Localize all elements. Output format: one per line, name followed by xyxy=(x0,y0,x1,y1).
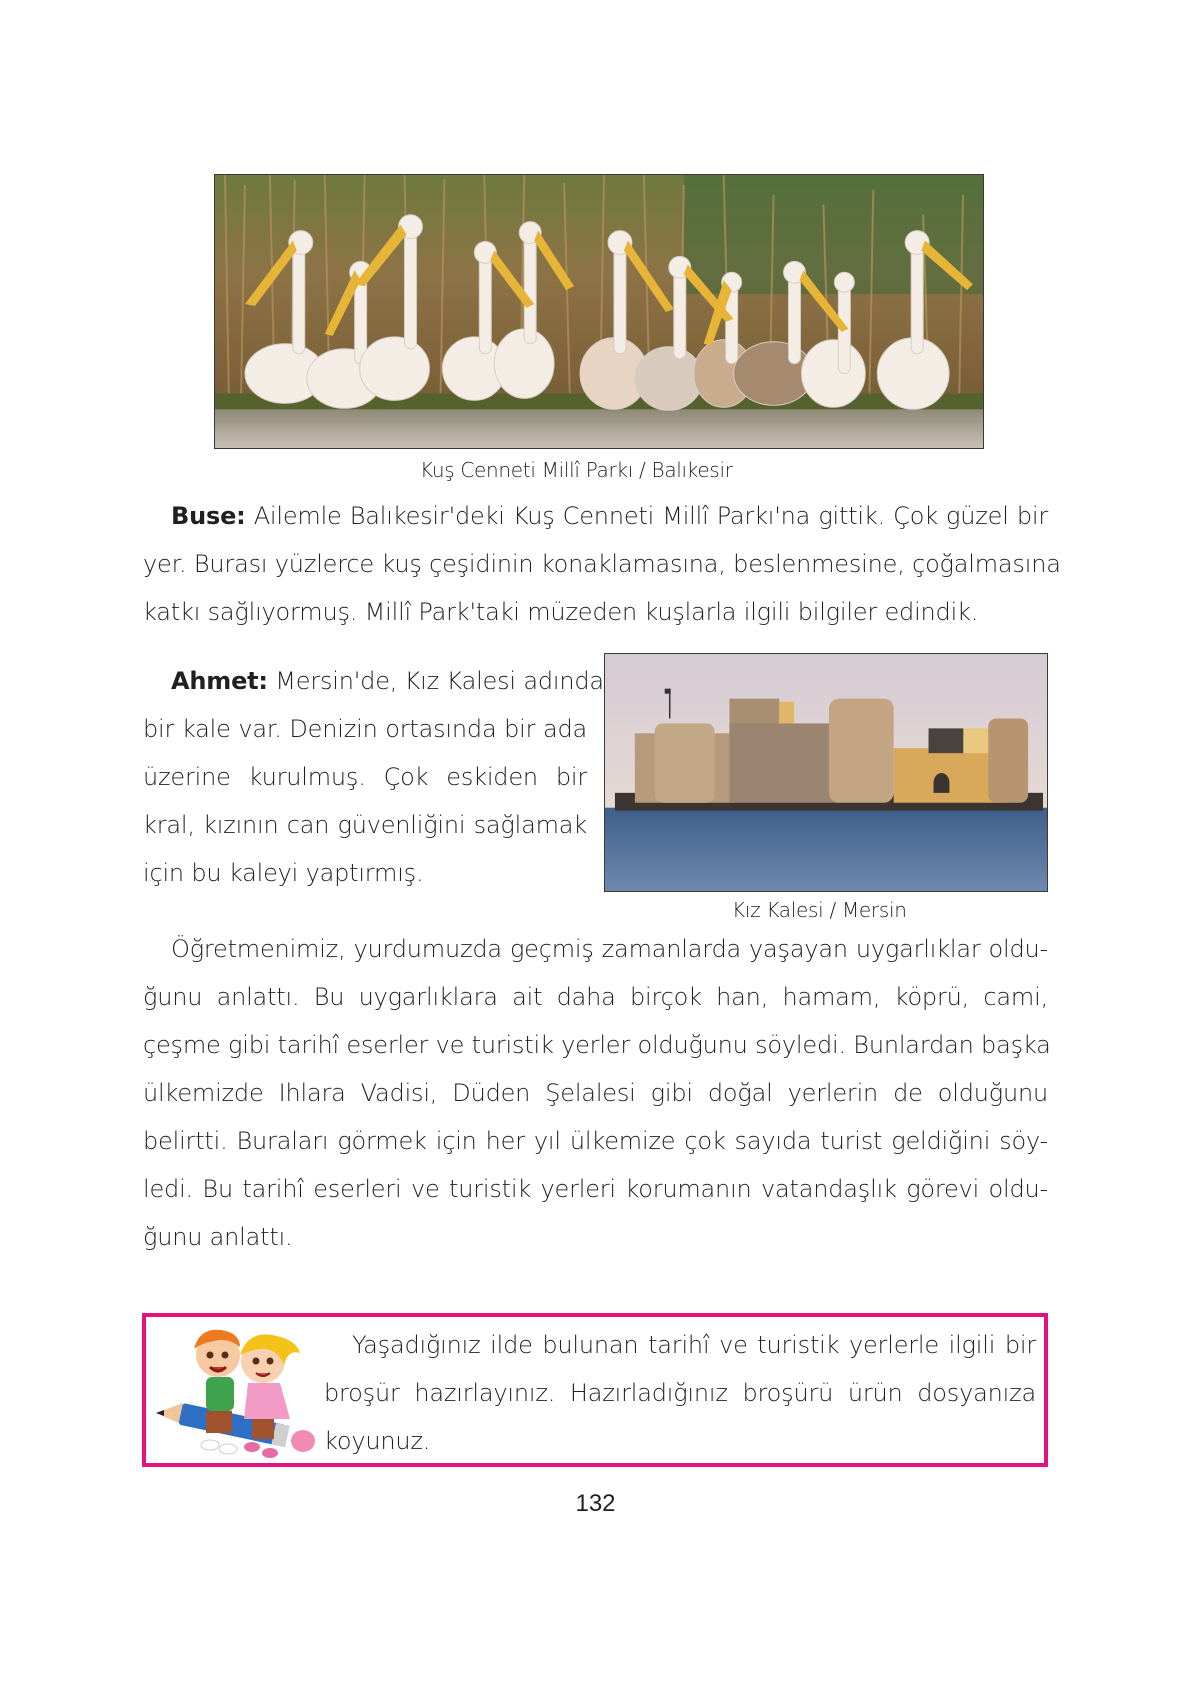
ahmet-line-4: kral, kızının can güvenliğini sağlamak xyxy=(143,811,587,839)
castle-photo-icon xyxy=(605,654,1047,891)
ahmet-line-3: üzerine kurulmuş. Çok eskiden bir xyxy=(143,763,587,791)
teacher-line-5: belirtti. Buraları görmek için her yıl ülkemize çok sayıda turist geldiğini söy- xyxy=(143,1127,1048,1155)
teacher-line-1: Öğretmenimiz, yurdumuzda geçmiş zamanlarda yaşayan uygarlıklar oldu- xyxy=(171,935,1048,963)
kids-on-pencil-icon xyxy=(148,1323,316,1463)
task-line-2: broşür hazırlayınız. Hazırladığınız broşürü ürün dosyanıza xyxy=(324,1379,1036,1407)
teacher-line-2: ğunu anlattı. Bu uygarlıklara ait daha birçok han, hamam, köprü, cami, xyxy=(143,983,1048,1011)
speaker-ahmet: Ahmet: xyxy=(171,667,268,695)
pelican-photo xyxy=(214,174,984,449)
task-box xyxy=(142,1313,1048,1467)
buse-line-2: yer. Burası yüzlerce kuş çeşidinin konaklamasına, beslenmesine, çoğalmasına xyxy=(143,550,1061,578)
buse-paragraph xyxy=(143,492,1061,636)
teacher-line-4: ülkemizde Ihlara Vadisi, Düden Şelalesi gibi doğal yerlerin de olduğunu xyxy=(143,1079,1048,1107)
task-line-3: koyunuz. xyxy=(324,1427,431,1455)
buse-line-3: katkı sağlıyormuş. Millî Park'taki müzeden kuşlarla ilgili bilgiler edindik. xyxy=(143,598,979,626)
ahmet-line-5: için bu kaleyi yaptırmış. xyxy=(143,859,424,887)
castle-photo-caption: Kız Kalesi / Mersin xyxy=(732,898,907,922)
ahmet-line-1: Ahmet: Mersin'de, Kız Kalesi adında xyxy=(171,667,604,695)
ahmet-paragraph xyxy=(143,657,604,897)
ahmet-line-2: bir kale var. Denizin ortasında bir ada xyxy=(143,715,587,743)
speaker-buse: Buse: xyxy=(171,502,246,530)
buse-line-1: Buse: Ailemle Balıkesir'deki Kuş Cenneti Millî Parkı'na gittik. Çok güzel bir xyxy=(171,502,1048,530)
task-text xyxy=(324,1321,1036,1465)
page-number: 132 xyxy=(575,1490,616,1517)
teacher-line-7: ğunu anlattı. xyxy=(143,1223,293,1251)
teacher-paragraph xyxy=(143,925,1051,1261)
pelican-photo-icon xyxy=(215,175,983,448)
pelican-photo-caption: Kuş Cenneti Millî Parkı / Balıkesir xyxy=(420,458,733,482)
teacher-line-3: çeşme gibi tarihî eserler ve turistik yerler olduğunu söyledi. Bunlardan başka xyxy=(143,1031,1051,1059)
task-line-1: Yaşadığınız ilde bulunan tarihî ve turistik yerlerle ilgili bir xyxy=(352,1331,1036,1359)
castle-photo xyxy=(604,653,1048,892)
teacher-line-6: ledi. Bu tarihî eserleri ve turistik yerleri korumanın vatandaşlık görevi oldu- xyxy=(143,1175,1048,1203)
